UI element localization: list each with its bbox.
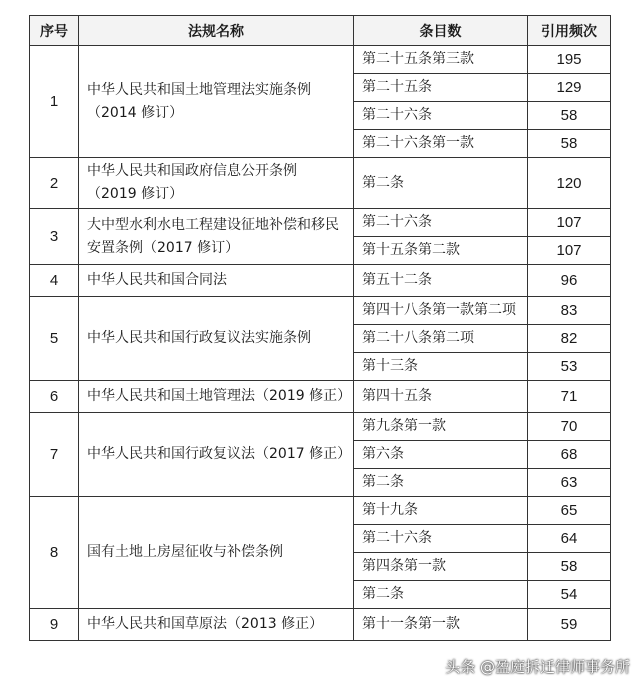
row-index: 4: [30, 265, 79, 297]
table-row: [30, 209, 611, 237]
row-index: 3: [30, 209, 79, 265]
row-index: 1: [30, 46, 79, 158]
regulation-name: 国有土地上房屋征收与补偿条例: [79, 497, 354, 609]
article-cell: 第二条: [354, 158, 528, 209]
article-cell: 第十五条第二款: [354, 237, 528, 265]
table-row: [30, 297, 611, 325]
article-cell: 第二十五条第三款: [354, 46, 528, 74]
row-index: 9: [30, 609, 79, 641]
header-article: 条目数: [354, 16, 528, 46]
citation-count-cell: 83: [528, 297, 611, 325]
table-row: [30, 413, 611, 441]
citation-count-cell: 63: [528, 469, 611, 497]
citation-count-cell: 53: [528, 353, 611, 381]
row-index: 8: [30, 497, 79, 609]
article-cell: 第二十八条第二项: [354, 325, 528, 353]
citation-count-cell: 71: [528, 381, 611, 413]
regulation-name: 中华人民共和国行政复议法（2017 修正）: [79, 413, 354, 497]
citation-count-cell: 107: [528, 237, 611, 265]
article-cell: 第二十六条第一款: [354, 130, 528, 158]
header-regulation-name: 法规名称: [79, 16, 354, 46]
citation-count-cell: 59: [528, 609, 611, 641]
citation-count-cell: 107: [528, 209, 611, 237]
table-row: [30, 497, 611, 525]
article-cell: 第十三条: [354, 353, 528, 381]
table-row: [30, 609, 611, 641]
row-index: 6: [30, 381, 79, 413]
citation-count-cell: 64: [528, 525, 611, 553]
regulation-name: 中华人民共和国土地管理法（2019 修正）: [79, 381, 354, 413]
citation-count-cell: 120: [528, 158, 611, 209]
citation-count-cell: 129: [528, 74, 611, 102]
header-index: 序号: [30, 16, 79, 46]
table-header-row: [30, 16, 611, 46]
table-row: [30, 265, 611, 297]
table-row: [30, 46, 611, 74]
article-cell: 第二十六条: [354, 102, 528, 130]
article-cell: 第二条: [354, 581, 528, 609]
citation-count-cell: 195: [528, 46, 611, 74]
table-body: [30, 46, 611, 641]
article-cell: 第四条第一款: [354, 553, 528, 581]
watermark: 头条 @盈庭拆迁律师事务所: [445, 658, 630, 676]
article-cell: 第四十五条: [354, 381, 528, 413]
article-cell: 第六条: [354, 441, 528, 469]
citation-count-cell: 70: [528, 413, 611, 441]
citation-count-cell: 58: [528, 102, 611, 130]
article-cell: 第二十六条: [354, 209, 528, 237]
header-citation-count: 引用频次: [528, 16, 611, 46]
citation-count-cell: 68: [528, 441, 611, 469]
row-index: 2: [30, 158, 79, 209]
regulation-name: 中华人民共和国草原法（2013 修正）: [79, 609, 354, 641]
article-cell: 第二十六条: [354, 525, 528, 553]
citation-count-cell: 65: [528, 497, 611, 525]
regulation-name: 中华人民共和国行政复议法实施条例: [79, 297, 354, 381]
citation-count-cell: 54: [528, 581, 611, 609]
regulation-name: 大中型水利水电工程建设征地补偿和移民安置条例（2017 修订）: [79, 209, 354, 265]
citation-count-cell: 96: [528, 265, 611, 297]
article-cell: 第二条: [354, 469, 528, 497]
table-row: [30, 381, 611, 413]
regulation-name: 中华人民共和国政府信息公开条例（2019 修订）: [79, 158, 354, 209]
row-index: 5: [30, 297, 79, 381]
article-cell: 第四十八条第一款第二项: [354, 297, 528, 325]
table-row: [30, 158, 611, 209]
row-index: 7: [30, 413, 79, 497]
citation-count-cell: 58: [528, 130, 611, 158]
citation-count-cell: 82: [528, 325, 611, 353]
regulation-name: 中华人民共和国合同法: [79, 265, 354, 297]
article-cell: 第九条第一款: [354, 413, 528, 441]
article-cell: 第十九条: [354, 497, 528, 525]
regulation-citation-table: [29, 15, 611, 641]
citation-count-cell: 58: [528, 553, 611, 581]
regulation-name: 中华人民共和国土地管理法实施条例（2014 修订）: [79, 46, 354, 158]
article-cell: 第十一条第一款: [354, 609, 528, 641]
article-cell: 第二十五条: [354, 74, 528, 102]
article-cell: 第五十二条: [354, 265, 528, 297]
